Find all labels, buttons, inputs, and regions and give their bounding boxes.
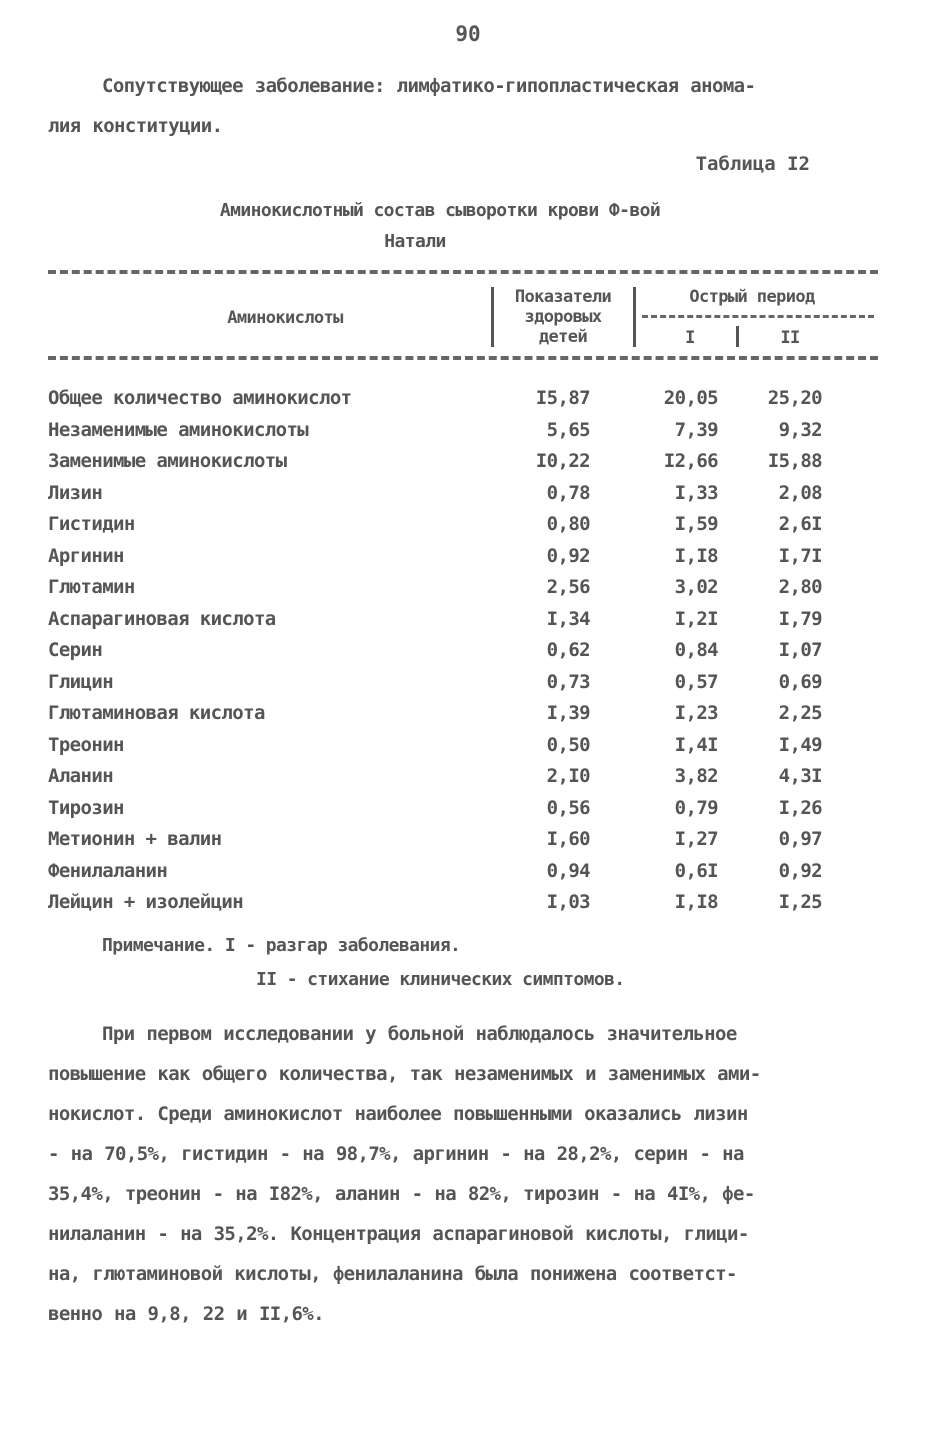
row-period-ii: I,25 bbox=[778, 891, 822, 913]
row-healthy: I,60 bbox=[546, 828, 590, 850]
table-row bbox=[48, 576, 848, 608]
table-title-line-1: Аминокислотный состав сыворотки крови Ф-вой bbox=[219, 200, 661, 221]
row-period-ii: I5,88 bbox=[767, 450, 822, 472]
row-period-i: 0,57 bbox=[674, 670, 718, 693]
row-period-i: I,33 bbox=[674, 481, 718, 504]
row-healthy: 0,80 bbox=[546, 513, 590, 535]
header-acute-period: Острый период bbox=[689, 287, 815, 307]
row-healthy: I5,87 bbox=[535, 387, 590, 409]
table-row bbox=[48, 860, 848, 892]
row-period-i: I,59 bbox=[674, 513, 718, 535]
intro-line-2: лия конституции. bbox=[48, 115, 223, 137]
table-row bbox=[48, 513, 848, 545]
table-row bbox=[48, 734, 848, 766]
body-line-3: нокислот. Среди аминокислот наиболее повышенными оказались лизин bbox=[48, 1103, 748, 1125]
header-divider-mid bbox=[633, 287, 636, 347]
row-period-ii: 2,80 bbox=[778, 576, 822, 598]
table-row bbox=[48, 608, 848, 640]
row-healthy: I,39 bbox=[546, 702, 590, 724]
table-header-rule bbox=[48, 356, 878, 360]
row-name: Глютамин bbox=[48, 576, 135, 598]
header-divider-left bbox=[491, 287, 494, 347]
header-acute-underline bbox=[642, 315, 874, 318]
table-row bbox=[48, 891, 848, 923]
row-period-ii: 0,92 bbox=[778, 859, 822, 882]
row-name: Лизин bbox=[48, 481, 103, 504]
row-healthy: 0,92 bbox=[546, 544, 590, 567]
row-name: Аспарагиновая кислота bbox=[48, 607, 276, 630]
row-healthy: 0,73 bbox=[546, 670, 590, 693]
table-note-line-1: Примечание. I - разгар заболевания. bbox=[102, 935, 461, 956]
body-line-8: венно на 9,8, 22 и II,6%. bbox=[48, 1303, 324, 1325]
header-col-ii: II bbox=[780, 328, 800, 348]
body-paragraph bbox=[48, 1014, 888, 1334]
row-period-i: 3,82 bbox=[674, 765, 718, 787]
table-title-line-2: Натали bbox=[384, 231, 446, 252]
row-name: Заменимые аминокислоты bbox=[48, 450, 287, 472]
row-name: Лейцин + изолейцин bbox=[48, 891, 244, 913]
row-period-ii: I,79 bbox=[778, 607, 822, 630]
table-top-rule bbox=[48, 270, 878, 274]
intro-line-1: Сопутствующее заболевание: лимфатико-гипопластическая анома- bbox=[102, 75, 756, 97]
row-name: Серин bbox=[48, 639, 103, 661]
table-row bbox=[48, 545, 848, 577]
row-period-i: 20,05 bbox=[663, 387, 718, 409]
row-healthy: 2,I0 bbox=[546, 765, 590, 787]
row-healthy: 0,62 bbox=[546, 639, 590, 661]
row-healthy: I,03 bbox=[546, 891, 590, 913]
table-row bbox=[48, 671, 848, 703]
row-period-i: I,4I bbox=[674, 733, 718, 756]
row-period-i: I,23 bbox=[674, 702, 718, 724]
row-period-i: 0,84 bbox=[674, 639, 718, 661]
row-name: Треонин bbox=[48, 733, 124, 756]
row-healthy: I,34 bbox=[546, 607, 590, 630]
row-period-ii: I,7I bbox=[778, 544, 822, 567]
row-period-ii: 25,20 bbox=[767, 387, 822, 409]
row-period-i: I,I8 bbox=[674, 891, 718, 913]
row-period-ii: 2,25 bbox=[778, 702, 822, 724]
table-row bbox=[48, 797, 848, 829]
header-healthy-line-2: здоровых bbox=[524, 307, 602, 327]
table-row bbox=[48, 702, 848, 734]
body-line-7: на, глютаминовой кислоты, фенилаланина была понижена соответст- bbox=[48, 1263, 737, 1285]
table-row bbox=[48, 639, 848, 671]
row-period-i: 3,02 bbox=[674, 576, 718, 598]
row-period-i: 7,39 bbox=[674, 418, 718, 441]
row-name: Гистидин bbox=[48, 513, 135, 535]
row-period-i: I2,66 bbox=[663, 450, 718, 472]
row-healthy: 5,65 bbox=[546, 418, 590, 441]
table-note-line-2: II - стихание клинических симптомов. bbox=[256, 969, 625, 990]
row-name: Глютаминовая кислота bbox=[48, 702, 265, 724]
body-line-5: 35,4%, треонин - на I82%, аланин - на 82%, тирозин - на 4I%, фе- bbox=[48, 1183, 755, 1205]
body-line-2: повышение как общего количества, так незаменимых и заменимых ами- bbox=[48, 1063, 761, 1085]
row-period-ii: 2,6I bbox=[778, 513, 822, 535]
row-period-ii: 0,97 bbox=[778, 828, 822, 850]
row-name: Незаменимые аминокислоты bbox=[48, 418, 309, 441]
row-period-i: 0,79 bbox=[674, 796, 718, 819]
table-body bbox=[48, 387, 848, 923]
header-col-i: I bbox=[685, 328, 695, 348]
row-name: Метионин + валин bbox=[48, 828, 222, 850]
row-healthy: I0,22 bbox=[535, 450, 590, 472]
table-row bbox=[48, 828, 848, 860]
page-number: 90 bbox=[455, 22, 481, 46]
row-period-i: 0,6I bbox=[674, 859, 718, 882]
row-healthy: 0,78 bbox=[546, 481, 590, 504]
row-name: Тирозин bbox=[48, 796, 124, 819]
row-healthy: 0,50 bbox=[546, 733, 590, 756]
table-label: Таблица I2 bbox=[695, 153, 810, 175]
row-period-ii: I,26 bbox=[778, 796, 822, 819]
header-amino-acids: Аминокислоты bbox=[227, 308, 343, 328]
body-line-1: При первом исследовании у больной наблюдалось значительное bbox=[102, 1023, 737, 1045]
row-period-ii: I,07 bbox=[778, 639, 822, 661]
row-period-ii: 4,3I bbox=[778, 765, 822, 787]
row-healthy: 0,56 bbox=[546, 796, 590, 819]
table-row bbox=[48, 419, 848, 451]
body-line-6: нилаланин - на 35,2%. Концентрация аспарагиновой кислоты, глици- bbox=[48, 1223, 749, 1245]
table-row bbox=[48, 387, 848, 419]
row-period-i: I,I8 bbox=[674, 544, 718, 567]
table-row bbox=[48, 482, 848, 514]
row-period-ii: 0,69 bbox=[778, 670, 822, 693]
row-healthy: 0,94 bbox=[546, 859, 590, 882]
header-healthy bbox=[496, 287, 630, 347]
intro-paragraph bbox=[48, 66, 888, 146]
row-healthy: 2,56 bbox=[546, 576, 590, 598]
row-name: Общее количество аминокислот bbox=[48, 387, 352, 409]
table-row bbox=[48, 765, 848, 797]
row-name: Аргинин bbox=[48, 544, 124, 567]
row-period-i: I,2I bbox=[674, 607, 718, 630]
body-line-4: - на 70,5%, гистидин - на 98,7%, аргинин - на 28,2%, серин - на bbox=[48, 1143, 744, 1165]
header-healthy-line-3: детей bbox=[538, 327, 588, 347]
row-name: Глицин bbox=[48, 670, 114, 693]
row-name: Аланин bbox=[48, 765, 114, 787]
row-period-ii: 9,32 bbox=[778, 418, 822, 441]
row-period-i: I,27 bbox=[674, 828, 718, 850]
header-divider-sub bbox=[736, 326, 739, 347]
row-period-ii: I,49 bbox=[778, 733, 822, 756]
row-name: Фенилаланин bbox=[48, 859, 168, 882]
header-healthy-line-1: Показатели bbox=[514, 287, 612, 307]
table-row bbox=[48, 450, 848, 482]
row-period-ii: 2,08 bbox=[778, 481, 822, 504]
